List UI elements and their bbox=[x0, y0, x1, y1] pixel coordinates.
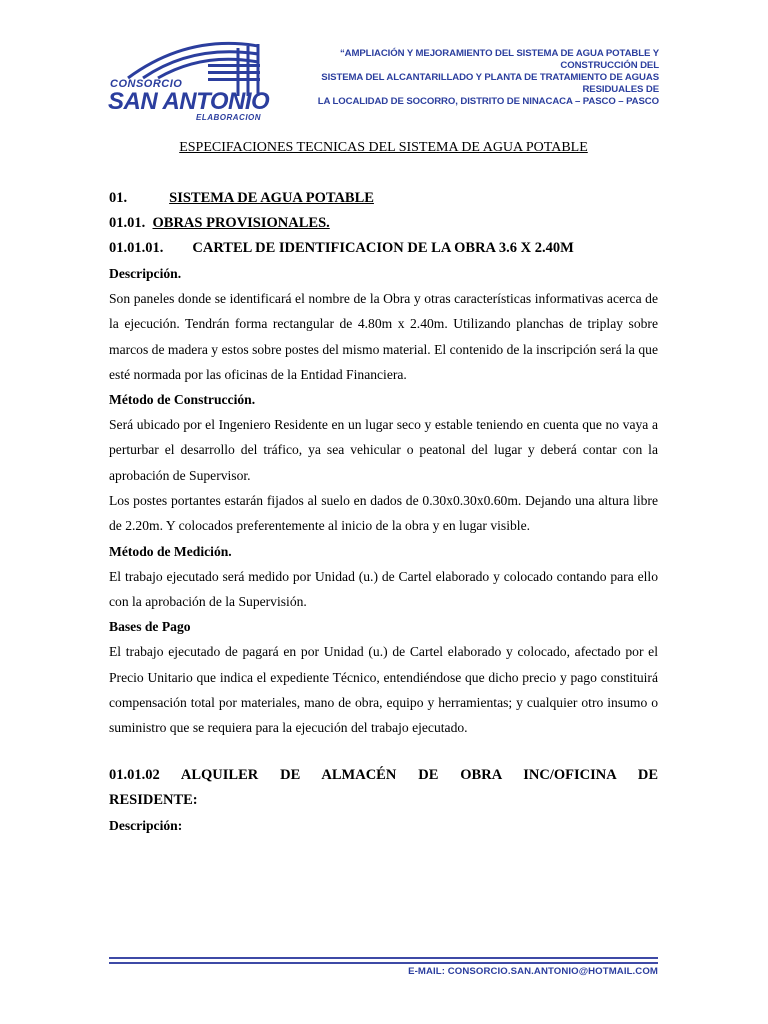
section-heading-010102: 01.01.02 ALQUILER DE ALMACÉN DE OBRA INC/OFICINA DE bbox=[109, 767, 658, 784]
footer-email: E-MAIL: CONSORCIO.SAN.ANTONIO@HOTMAIL.COM bbox=[408, 966, 658, 977]
metodo-medicion-label: Método de Medición. bbox=[109, 543, 232, 559]
section-heading-010101 bbox=[109, 236, 658, 261]
section-title: CARTEL DE IDENTIFICACION DE LA OBRA 3.6 X 2.40M bbox=[192, 240, 574, 256]
project-title bbox=[285, 48, 659, 108]
bases-pago-label: Bases de Pago bbox=[109, 619, 191, 635]
section-heading-0101 bbox=[109, 211, 658, 236]
logo-consorcio-text: CONSORCIO bbox=[110, 78, 183, 90]
company-logo bbox=[108, 38, 273, 130]
bases-pago-paragraph: El trabajo ejecutado de pagará en por Unidad (u.) de Cartel elaborado y colocado, afectado por el Precio Unitario que indica el expediente Técnico, entendiéndose que dicho precio y pago constituirá compensación total por materiales, mano de obra, equipo y herramientas; y cualquier otro insumo o suministro que se requiera para la ejecución del trabajo ejecutado. bbox=[109, 644, 658, 736]
descripcion-paragraph: Son paneles donde se identificará el nombre de la Obra y otras características informativas acerca de la ejecución. Tendrán forma rectangular de 4.80m x 2.40m. Utilizando planchas de triplay sobre marcos de madera y estos sobre postes del mismo material. El contenido de la inscripción será la que esté normada por las oficinas de la Entidad Financiera. bbox=[109, 291, 658, 382]
section-title: OBRAS PROVISIONALES. bbox=[152, 215, 330, 231]
project-title-line: SISTEMA DEL ALCANTARILLADO Y PLANTA DE TRATAMIENTO DE AGUAS RESIDUALES DE bbox=[321, 72, 659, 95]
section-number: 01. bbox=[109, 190, 128, 206]
logo-subtitle: ELABORACION bbox=[196, 113, 262, 122]
project-title-line: “AMPLIACIÓN Y MEJORAMIENTO DEL SISTEMA DE AGUA POTABLE Y CONSTRUCCIÓN DEL bbox=[339, 48, 659, 71]
section-number: 01.01. bbox=[109, 215, 146, 231]
document-title: ESPECIFACIONES TECNICAS DEL SISTEMA DE AGUA POTABLE bbox=[179, 140, 588, 155]
logo-company-name: SAN ANTONIO bbox=[108, 88, 270, 115]
page-header bbox=[0, 0, 768, 130]
metodo-construccion-paragraph-1: Será ubicado por el Ingeniero Residente en un lugar seco y estable teniendo en cuenta que no vaya a perturbar el desarrollo del tráfico, ya sea vehicular o peatonal del lugar y deberá contar con la aprobación de Supervisor. bbox=[109, 417, 658, 483]
section-number: 01.01.01. bbox=[109, 240, 164, 256]
metodo-construccion-label: Método de Construcción. bbox=[109, 392, 256, 408]
metodo-construccion-paragraph-2: Los postes portantes estarán fijados al suelo en dados de 0.30x0.30x0.60m. Dejando una altura libre de 2.20m. Y colocados preferentemente al inicio de la obra y en lugar visible. bbox=[109, 493, 658, 534]
descripcion-label: Descripción. bbox=[109, 266, 182, 281]
section-heading-010102-cont: RESIDENTE: bbox=[109, 792, 198, 809]
section-heading-01 bbox=[109, 186, 658, 211]
project-title-line: LA LOCALIDAD DE SOCORRO, DISTRITO DE NINACACA – PASCO – PASCO bbox=[317, 96, 659, 107]
metodo-medicion-paragraph: El trabajo ejecutado será medido por Unidad (u.) de Cartel elaborado y colocado contando para ello con la aprobación de la Supervisión. bbox=[109, 568, 658, 609]
document-body bbox=[109, 137, 658, 838]
section-title: SISTEMA DE AGUA POTABLE bbox=[169, 190, 374, 206]
descripcion-label-2: Descripción: bbox=[109, 818, 183, 834]
